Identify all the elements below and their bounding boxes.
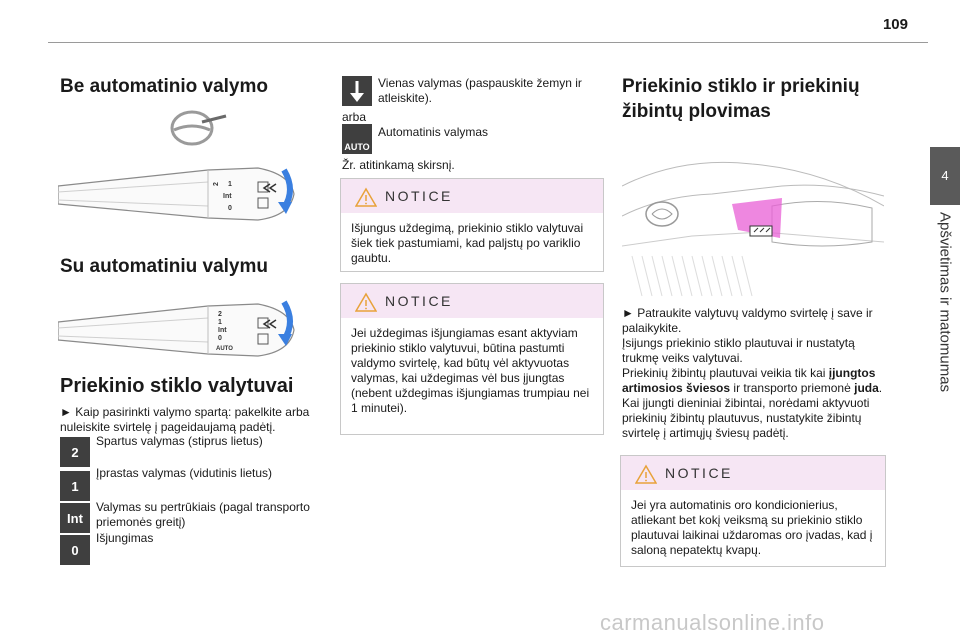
notice-text-3: Jei yra automatinis oro kondicionierius, atliekant bet kokį veiksmą su priekinio stiklo plautuvai laikinai uždaromas oro įvadas, kad į saloną nepatektų kvapų. <box>631 498 873 557</box>
stalk-label-2: 2 <box>213 182 220 186</box>
chapter-label <box>930 212 960 412</box>
notice-header-3 <box>621 456 885 490</box>
notice-text-2: Jei uždegimas išjungiamas esant aktyviam priekinio stiklo valytuvui, būtina pastumti valdymo svirtelę, kad būtų vėl aktyvuotas valymas, kai uždegimas vėl bus įjungtas (nebent uždegimas išjungiamas trumpiau nei 1 minutei). <box>351 326 590 415</box>
watermark: carmanualsonline.info <box>600 610 825 635</box>
notice-label-3: NOTICE <box>665 465 733 481</box>
heading-auto-wipe: Su automatiniu valymu <box>60 256 268 277</box>
stalk-auto-label-auto: AUTO <box>216 346 233 352</box>
stalk-label-1: 1 <box>228 181 232 188</box>
auto-wipe-icon: AUTO <box>342 124 372 154</box>
washers-step-4: Kai įjungti dieniniai žibintai, norėdami aktyvuoti priekinių žibintų plautuvus, nustatykite žibintų svirtelę į artimųjų šviesų padėtį. <box>622 396 870 440</box>
position-code-1: 1 <box>60 471 90 501</box>
rotate-arrow-icon-2 <box>278 300 300 346</box>
or-text: arba <box>342 110 367 124</box>
chapter-tab[interactable]: 4 <box>930 147 960 205</box>
heading-wipers: Priekinio stiklo valytuvai <box>60 375 294 397</box>
warning-icon <box>355 292 377 312</box>
notice-box-1 <box>340 178 604 272</box>
stalk-auto-label-1: 1 <box>218 319 222 326</box>
washers-step-3c: ir transporto priemonė <box>730 381 855 395</box>
heading-no-auto-wipe: Be automatinio valymo <box>60 76 268 97</box>
wipers-intro: ► Kaip pasirinkti valymo spartą: pakelkite arba nuleiskite svirtelę į pageidaujamą padėtį. <box>60 405 310 434</box>
notice-label-2: NOTICE <box>385 293 453 309</box>
notice-header-1 <box>341 179 603 213</box>
warning-icon <box>635 464 657 484</box>
position-code-2: 2 <box>60 437 90 467</box>
notice-box-3 <box>620 455 886 567</box>
single-wipe-icon <box>342 76 372 106</box>
washers-step-1: ► Patraukite valytuvų valdymo svirtelę į save ir palaikykite. <box>622 306 873 335</box>
wiper-stalk-auto-image <box>58 292 308 368</box>
stalk-auto-label-int: Int <box>218 327 227 334</box>
steering-wheel-icon <box>168 108 228 148</box>
notice-box-2 <box>340 283 604 435</box>
washers-step-3a: Priekinių žibintų plautuvai veikia tik kai <box>622 366 829 380</box>
position-text-0: Išjungimas <box>96 531 154 545</box>
see-section-text: Žr. atitinkamą skirsnį. <box>342 158 455 172</box>
position-text-1: Įprastas valymas (vidutinis lietus) <box>96 466 273 480</box>
notice-header-2 <box>341 284 603 318</box>
stalk-auto-label-0: 0 <box>218 335 222 342</box>
heading-washers: Priekinio stiklo ir priekinių žibintų plovimas <box>622 76 860 122</box>
notice-text-1: Išjungus uždegimą, priekinio stiklo valytuvai šiek tiek pastumiami, kad paljstų po variklio gaubtu. <box>351 221 584 265</box>
auto-wipe-text: Automatinis valymas <box>378 125 489 139</box>
position-code-int: Int <box>60 503 90 533</box>
car-front-illustration <box>622 146 884 298</box>
rotate-arrow-icon <box>278 168 300 214</box>
header-rule <box>48 42 928 43</box>
stalk-label-0: 0 <box>228 205 232 212</box>
page-number: 109 <box>882 16 908 33</box>
wiper-stalk-image <box>58 156 308 232</box>
single-wipe-text: Vienas valymas (paspauskite žemyn ir atleiskite). <box>378 76 582 105</box>
position-text-int: Valymas su pertrūkiais (pagal transporto priemonės greitį) <box>96 500 310 529</box>
chapter-label-text: Apšvietimas ir matomumas <box>936 212 954 393</box>
washers-step-3e: . <box>878 381 883 395</box>
position-code-0: 0 <box>60 535 90 565</box>
washers-step-3d: juda <box>854 381 879 395</box>
position-text-2: Spartus valymas (stiprus lietus) <box>96 434 263 448</box>
stalk-auto-label-2: 2 <box>218 311 222 318</box>
washers-step-3b: įjungtos artimosios šviesos <box>622 366 876 395</box>
washers-instructions <box>622 306 884 441</box>
down-arrow-icon <box>342 76 372 106</box>
washers-step-3 <box>622 366 884 396</box>
washers-step-2: Įsijungs priekinio stiklo plautuvai ir nustatytą trukmę veiks valytuvai. <box>622 336 855 365</box>
notice-label-1: NOTICE <box>385 188 453 204</box>
stalk-label-int: Int <box>223 193 232 200</box>
warning-icon <box>355 187 377 207</box>
